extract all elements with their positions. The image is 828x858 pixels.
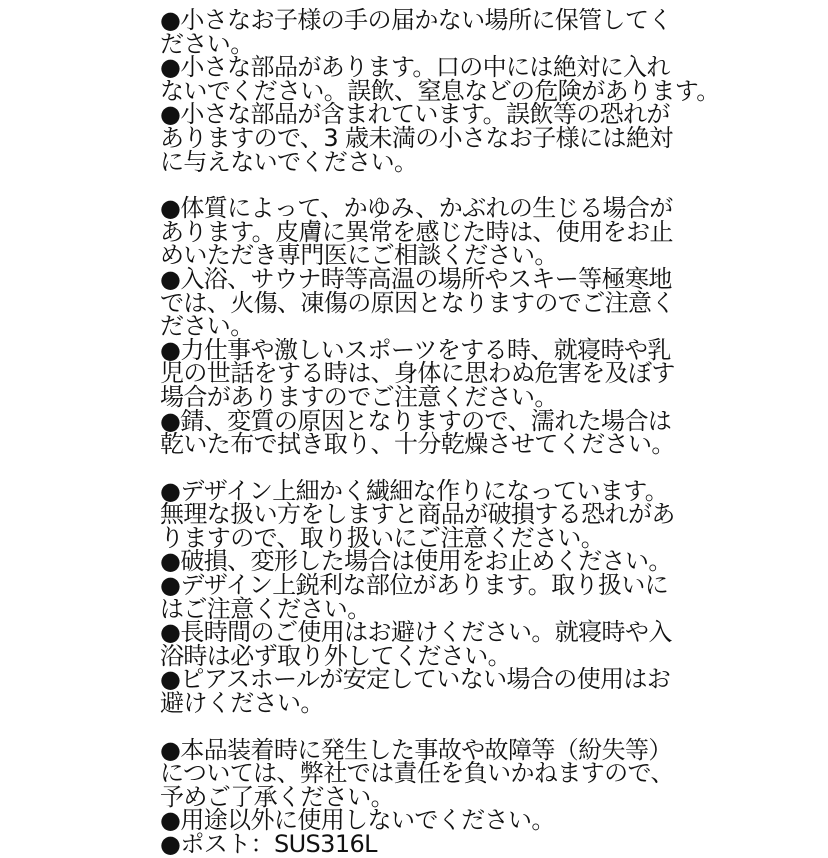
- caution-line: ●小さな部品があります。口の中には絶対に入れ: [160, 53, 670, 82]
- caution-section: [160, 6, 720, 176]
- caution-line: ●用途以外に使用しないでください。: [160, 806, 555, 835]
- caution-line: ●ピアスホールが安定していない場合の使用はお: [160, 665, 671, 694]
- caution-line: ●本品装着時に発生した事故や故障等（紛失等）: [160, 735, 672, 764]
- caution-line: めいただき専門医にご相談ください。: [160, 241, 558, 270]
- caution-line: ●ポスト：SUS316L: [160, 830, 377, 858]
- caution-line: ●デザイン上鋭利な部位があります。取り扱いに: [160, 571, 669, 600]
- caution-line: 児の世話をする時は、身体に思わぬ危害を及ぼす: [160, 359, 675, 388]
- caution-line: ●体質によって、かゆみ、かぶれの生じる場合が: [160, 194, 673, 223]
- caution-line: ●小さなお子様の手の届かない場所に保管してく: [160, 6, 672, 34]
- caution-line: りますので、取り扱いにご注意ください。: [160, 523, 605, 552]
- caution-line: 避けください。: [160, 689, 324, 718]
- caution-notice-text: [160, 6, 720, 858]
- caution-line: ないでください。誤飲、窒息などの危険があります。: [160, 76, 720, 105]
- caution-line: 浴時は必ず取り外してください。: [160, 641, 511, 670]
- caution-line: に与えないでください。: [160, 147, 418, 176]
- caution-line: ●力仕事や激しいスポーツをする時、就寝時や乳: [160, 335, 671, 364]
- caution-line: 乾いた布で拭き取り、十分乾燥させてください。: [160, 430, 675, 459]
- caution-line: 予めご了承ください。: [160, 782, 394, 811]
- caution-line: ださい。: [160, 29, 254, 58]
- caution-line: あります。皮膚に異常を感じた時は、使用をお止: [160, 217, 673, 246]
- caution-line: では、火傷、凍傷の原因となりますのでご注意く: [160, 288, 675, 317]
- caution-line: ●デザイン上細かく繊細な作りになっています。: [160, 476, 669, 505]
- caution-line: ありますので、3 歳未満の小さなお子様には絶対: [160, 123, 673, 152]
- caution-line: ●破損、変形した場合は使用をお止めください。: [160, 547, 672, 576]
- caution-section: [160, 194, 700, 459]
- caution-line: ●入浴、サウナ時等高温の場所やスキー等極寒地: [160, 264, 672, 293]
- caution-line: 無理な扱い方をしますと商品が破損する恐れがあ: [160, 500, 675, 529]
- caution-line: ●小さな部品が含まれています。誤飲等の恐れが: [160, 100, 670, 129]
- caution-line: ●長時間のご使用はお避けください。就寝時や入: [160, 618, 672, 647]
- caution-section: [160, 476, 700, 718]
- caution-line: ださい。: [160, 312, 254, 341]
- caution-line: ●錆、変質の原因となりますので、濡れた場合は: [160, 406, 672, 435]
- caution-line: はご注意ください。: [160, 594, 371, 623]
- caution-section: [160, 735, 700, 858]
- caution-line: については、弊社では責任を負いかねますので、: [160, 759, 674, 788]
- caution-line: 場合がありますのでご注意ください。: [160, 382, 558, 411]
